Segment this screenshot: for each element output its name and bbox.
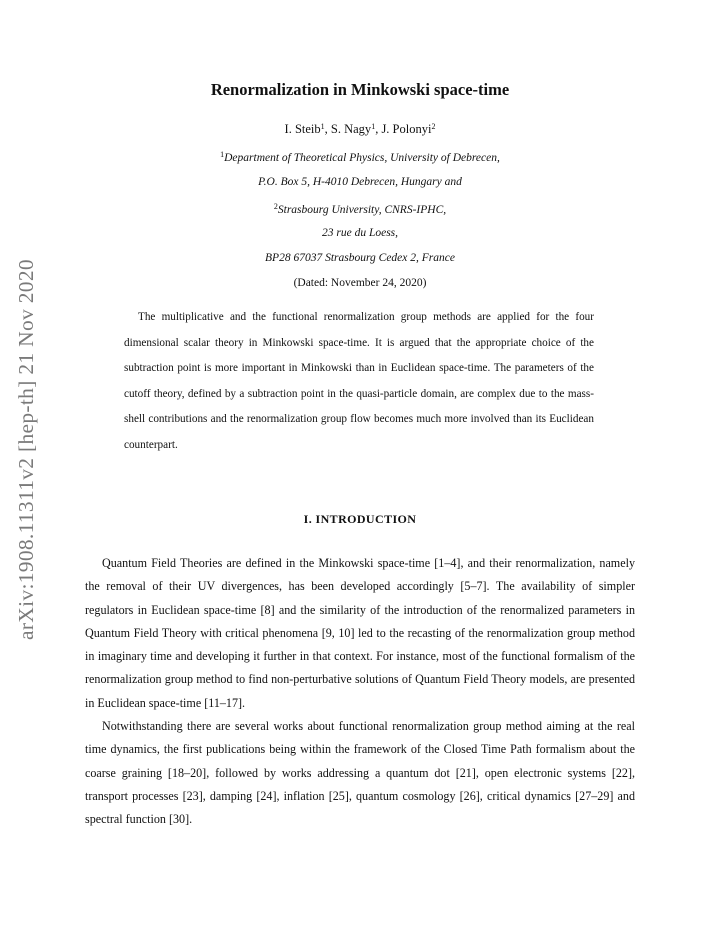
affiliation-line: 23 rue du Loess, — [321, 227, 399, 239]
affiliation-line: BP28 67037 Strasbourg Cedex 2, France — [265, 252, 455, 264]
author-list: I. Steib$^1$, S. Nagy$^1$, J. Polonyi$^2$ — [284, 122, 436, 136]
author-name: S. Nagy — [330, 122, 372, 136]
author-affiliation-mark: 1 — [320, 122, 325, 131]
date-line: (Dated: November 24, 2020) — [293, 277, 427, 289]
author-affiliation-mark: 1 — [371, 122, 376, 131]
paper-title: Renormalization in Minkowski space-time — [210, 80, 510, 99]
body-text — [85, 552, 635, 832]
affiliation-line: $^2$Strasbourg University, CNRS-IPHC, — [273, 202, 447, 216]
affiliation-mark: 1 — [220, 150, 225, 159]
author-name: J. Polonyi — [381, 122, 432, 136]
affiliation-line: $^1$Department of Theoretical Physics, University of Debrecen, — [220, 150, 500, 164]
affiliation-mark: 2 — [273, 202, 278, 211]
paragraph: Notwithstanding there are several works about functional renormalization group method aiming at the real time dynamics, the first publications being within the framework of the Closed Time Path formalism about the coarse graining [18–20], followed by works addressing a quantum dot [21], open electronic systems [22], transport processes [23], damping [24], inflation [25], quantum cosmology [26], critical dynamics [27–29] and spectral function [30]. — [85, 719, 635, 827]
section-heading: I. INTRODUCTION — [303, 512, 417, 526]
arxiv-identifier: arXiv:1908.11311v2 [hep-th] 21 Nov 2020 — [14, 259, 38, 640]
abstract-text: The multiplicative and the functional renormalization group methods are applied for the four dimensional scalar theory in Minkowski space-time. It is argued that the appropriate choice of the subtraction point is more important in Minkowski than in Euclidean space-time. The parameters of the cutoff theory, defined by a subtraction point in the quasi-particle domain, are complex due to the mass-shell contributions and the renormalization group flow becomes much more involved than its Euclidean counterpart. — [124, 311, 594, 451]
abstract — [124, 305, 594, 459]
affiliation-line: P.O. Box 5, H-4010 Debrecen, Hungary and — [258, 176, 462, 188]
author-name: I. Steib — [284, 122, 321, 136]
paragraph: Quantum Field Theories are defined in the Minkowski space-time [1–4], and their renormalization, namely the removal of their UV divergences, has been developed accordingly [5–7]. The availability of simpler regulators in Euclidean space-time [8] and the similarity of the introduction of the renormalized parameters in Quantum Field Theory with critical phenomena [9, 10] led to the recasting of the renormalization group method in imaginary time and developing it further in that context. For instance, most of the functional formalism of the renormalization group method to find non-perturbative solutions of Quantum Field Theory models, are presented in Euclidean space-time [11–17]. — [85, 556, 635, 710]
author-affiliation-mark: 2 — [431, 122, 436, 131]
